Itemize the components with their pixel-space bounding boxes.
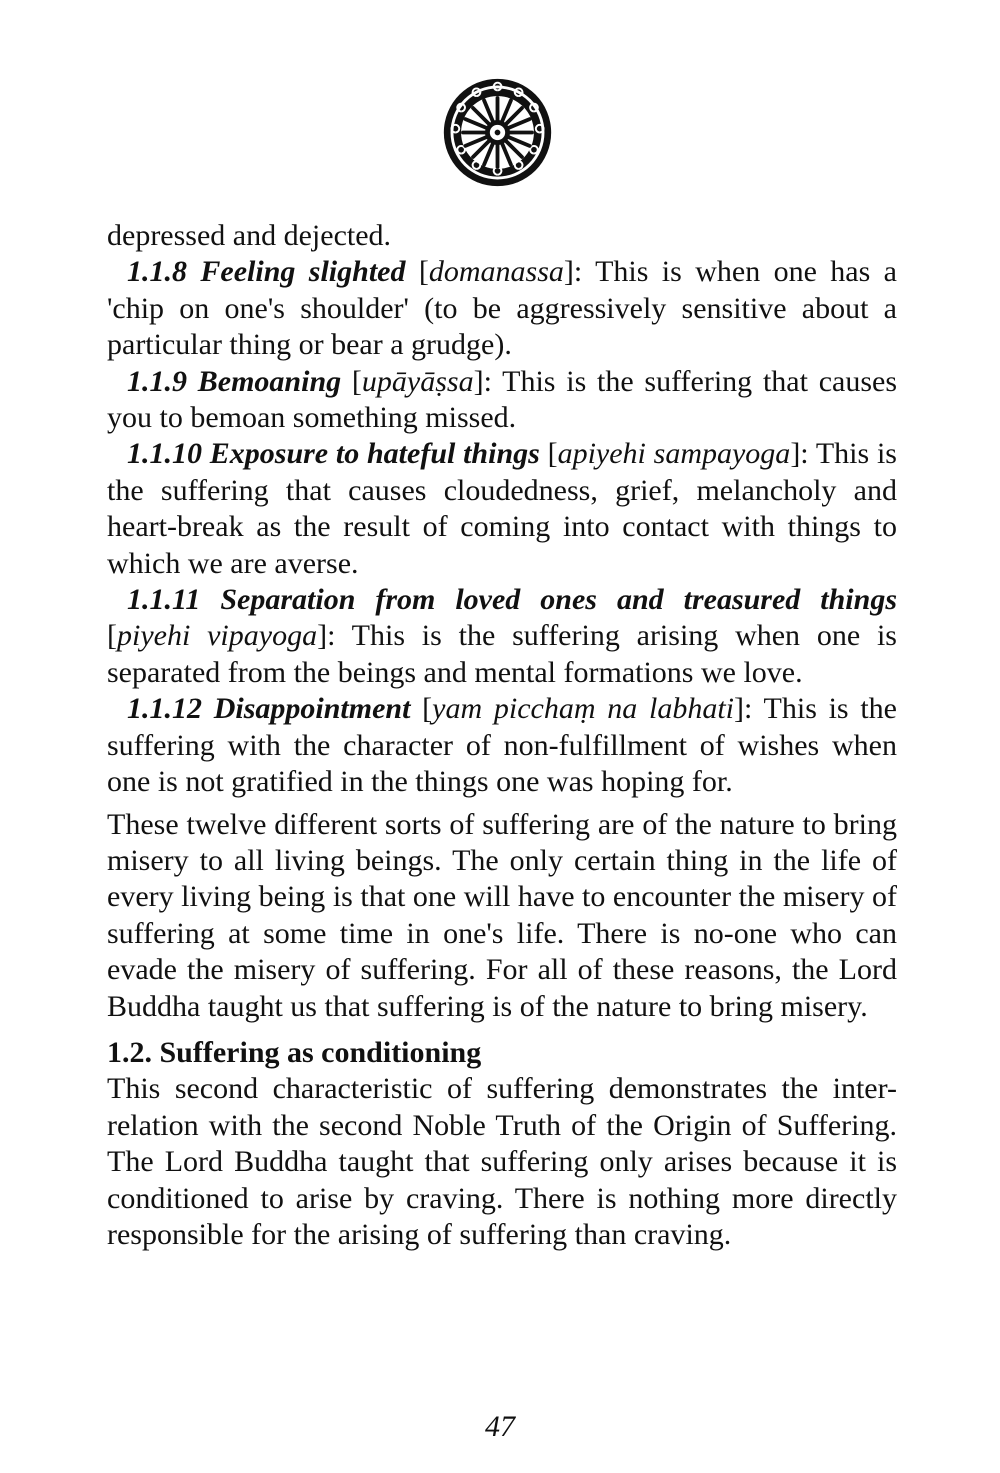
item-bemoaning: 1.1.9 Bemoaning [upāyāṣsa]: This is the suffering that causes you to bemoan something missed. [107,364,897,435]
item-exposure-to-hateful-things: 1.1.10 Exposure to hateful things [apiyehi sampayoga]: This is the suffering that causes cloudedness, grief, melancholy and heart-break as the result of coming into contact with things to which we are averse. [107,437,897,580]
pali-term: apiyehi sampayoga [557,437,791,471]
item-description: This is the suffering that causes cloudedness, grief, melancholy and heart-break as the result of coming into contact with things to which we are averse. [107,437,897,580]
pali-term: domanassa [428,255,564,289]
item-description: This is when one has a 'chip on one's shoulder' (to be aggressively sensitive about a particular thing or bear a grudge). [107,255,897,362]
item-description: This is the suffering that causes you to bemoan something missed. [107,364,897,435]
item-number: 1.1.10 [127,437,202,471]
item-description: This is the suffering with the character of non-fulfillment of wishes when one is not gratified in the things one was hoping for. [107,692,897,799]
item-separation-from-loved-ones: 1.1.11 Separation from loved ones and treasured things [piyehi vipayoga]: This is the suffering arising when one is separated from the beings and mental formations we love. [107,583,897,689]
item-disappointment: 1.1.12 Disappointment [yam picchaṃ na labhati]: This is the suffering with the character of non-fulfillment of wishes when one is not gratified in the things one was hoping for. [107,692,897,799]
section-heading: 1.2. Suffering as conditioning [107,1035,482,1069]
dharma-wheel-icon [440,75,555,190]
pali-term: yam picchaṃ na labhati [432,692,734,726]
pali-term: upāyāṣsa [361,364,474,398]
item-description: This is the suffering arising when one is separated from the beings and mental formations we love. [107,619,897,689]
item-number: 1.1.8 [127,255,187,289]
item-term: Bemoaning [197,364,342,398]
paragraph-continuation: depressed and dejected. [107,219,392,252]
item-term: Disappointment [213,692,411,726]
item-feeling-slighted: 1.1.8 Feeling slighted [domanassa]: This is when one has a 'chip on one's shoulder' (to be aggressively sensitive about a particular thing or bear a grudge). [107,255,897,362]
item-term: Feeling slighted [200,255,406,289]
pali-term: piyehi vipayoga [117,619,318,653]
item-number: 1.1.9 [127,364,187,398]
body-text [107,218,897,1253]
page-number: 47 [485,1410,515,1443]
item-number: 1.1.11 [127,583,201,617]
item-term: Separation from loved ones and treasured things [220,583,897,617]
summary-paragraph: These twelve different sorts of suffering are of the nature to bring misery to all living beings. The only certain thing in the life of every living being is that one will have to encounter the misery of suffering at some time in one's life. There is no-one who can evade the misery of suffering. For all of these reasons, the Lord Buddha taught us that suffering is of the nature to bring misery. [107,807,897,1023]
item-term: Exposure to hateful things [209,437,540,471]
section-paragraph: This second characteristic of suffering demonstrates the inter-relation with the second Noble Truth of the Origin of Suffering. The Lord Buddha taught that suffering only arises because it is conditioned to arise by craving. There is nothing more directly responsible for the arising of suffering than craving. [107,1072,897,1251]
item-number: 1.1.12 [127,692,202,726]
